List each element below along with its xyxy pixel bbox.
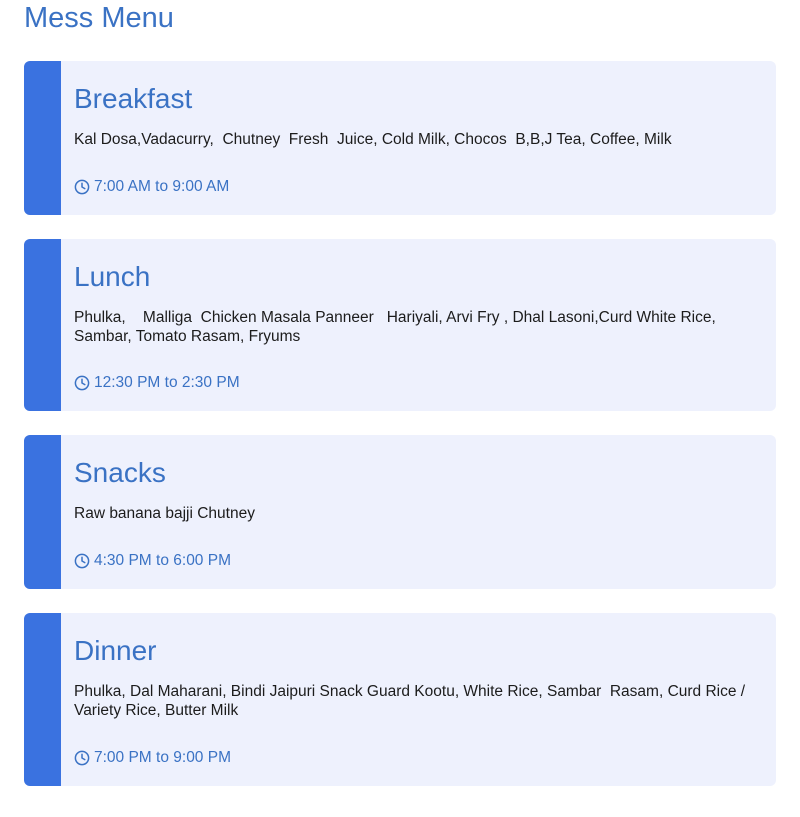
card-body xyxy=(74,613,756,786)
meal-card-snacks xyxy=(24,435,776,589)
meal-items: Raw banana bajji Chutney xyxy=(74,505,255,522)
meal-title: Dinner xyxy=(74,635,157,666)
meal-time-text: 4:30 PM to 6:00 PM xyxy=(94,552,231,569)
meal-card-lunch xyxy=(24,239,776,411)
meal-time xyxy=(74,748,231,768)
meal-items: Phulka, Malliga Chicken Masala Panneer Hariyali, Arvi Fry , Dhal Lasoni,Curd White Rice, Sambar, Tomato Rasam, Fryums xyxy=(74,309,721,345)
meal-items: Kal Dosa,Vadacurry, Chutney Fresh Juice, Cold Milk, Chocos B,B,J Tea, Coffee, Milk xyxy=(74,131,672,148)
meal-time xyxy=(74,373,240,393)
card-accent-bar xyxy=(24,435,61,589)
page-title: Mess Menu xyxy=(24,2,174,34)
meal-title: Lunch xyxy=(74,261,151,292)
meal-time xyxy=(74,177,229,197)
clock-icon xyxy=(74,179,90,195)
meal-card-breakfast xyxy=(24,61,776,215)
meal-items: Phulka, Dal Maharani, Bindi Jaipuri Snack Guard Kootu, White Rice, Sambar Rasam, Curd Rice / Variety Rice, Butter Milk xyxy=(74,683,750,719)
meal-card-dinner xyxy=(24,613,776,786)
card-body xyxy=(74,239,756,411)
meal-time-text: 7:00 PM to 9:00 PM xyxy=(94,749,231,766)
clock-icon xyxy=(74,375,90,391)
card-body xyxy=(74,61,756,215)
meal-time-text: 12:30 PM to 2:30 PM xyxy=(94,374,240,391)
card-accent-bar xyxy=(24,61,61,215)
meal-title: Breakfast xyxy=(74,83,193,114)
clock-icon xyxy=(74,750,90,766)
meal-time xyxy=(74,551,231,571)
meal-time-text: 7:00 AM to 9:00 AM xyxy=(94,178,230,195)
card-body xyxy=(74,435,756,589)
clock-icon xyxy=(74,553,90,569)
card-accent-bar xyxy=(24,239,61,411)
meal-title: Snacks xyxy=(74,457,166,488)
card-accent-bar xyxy=(24,613,61,786)
